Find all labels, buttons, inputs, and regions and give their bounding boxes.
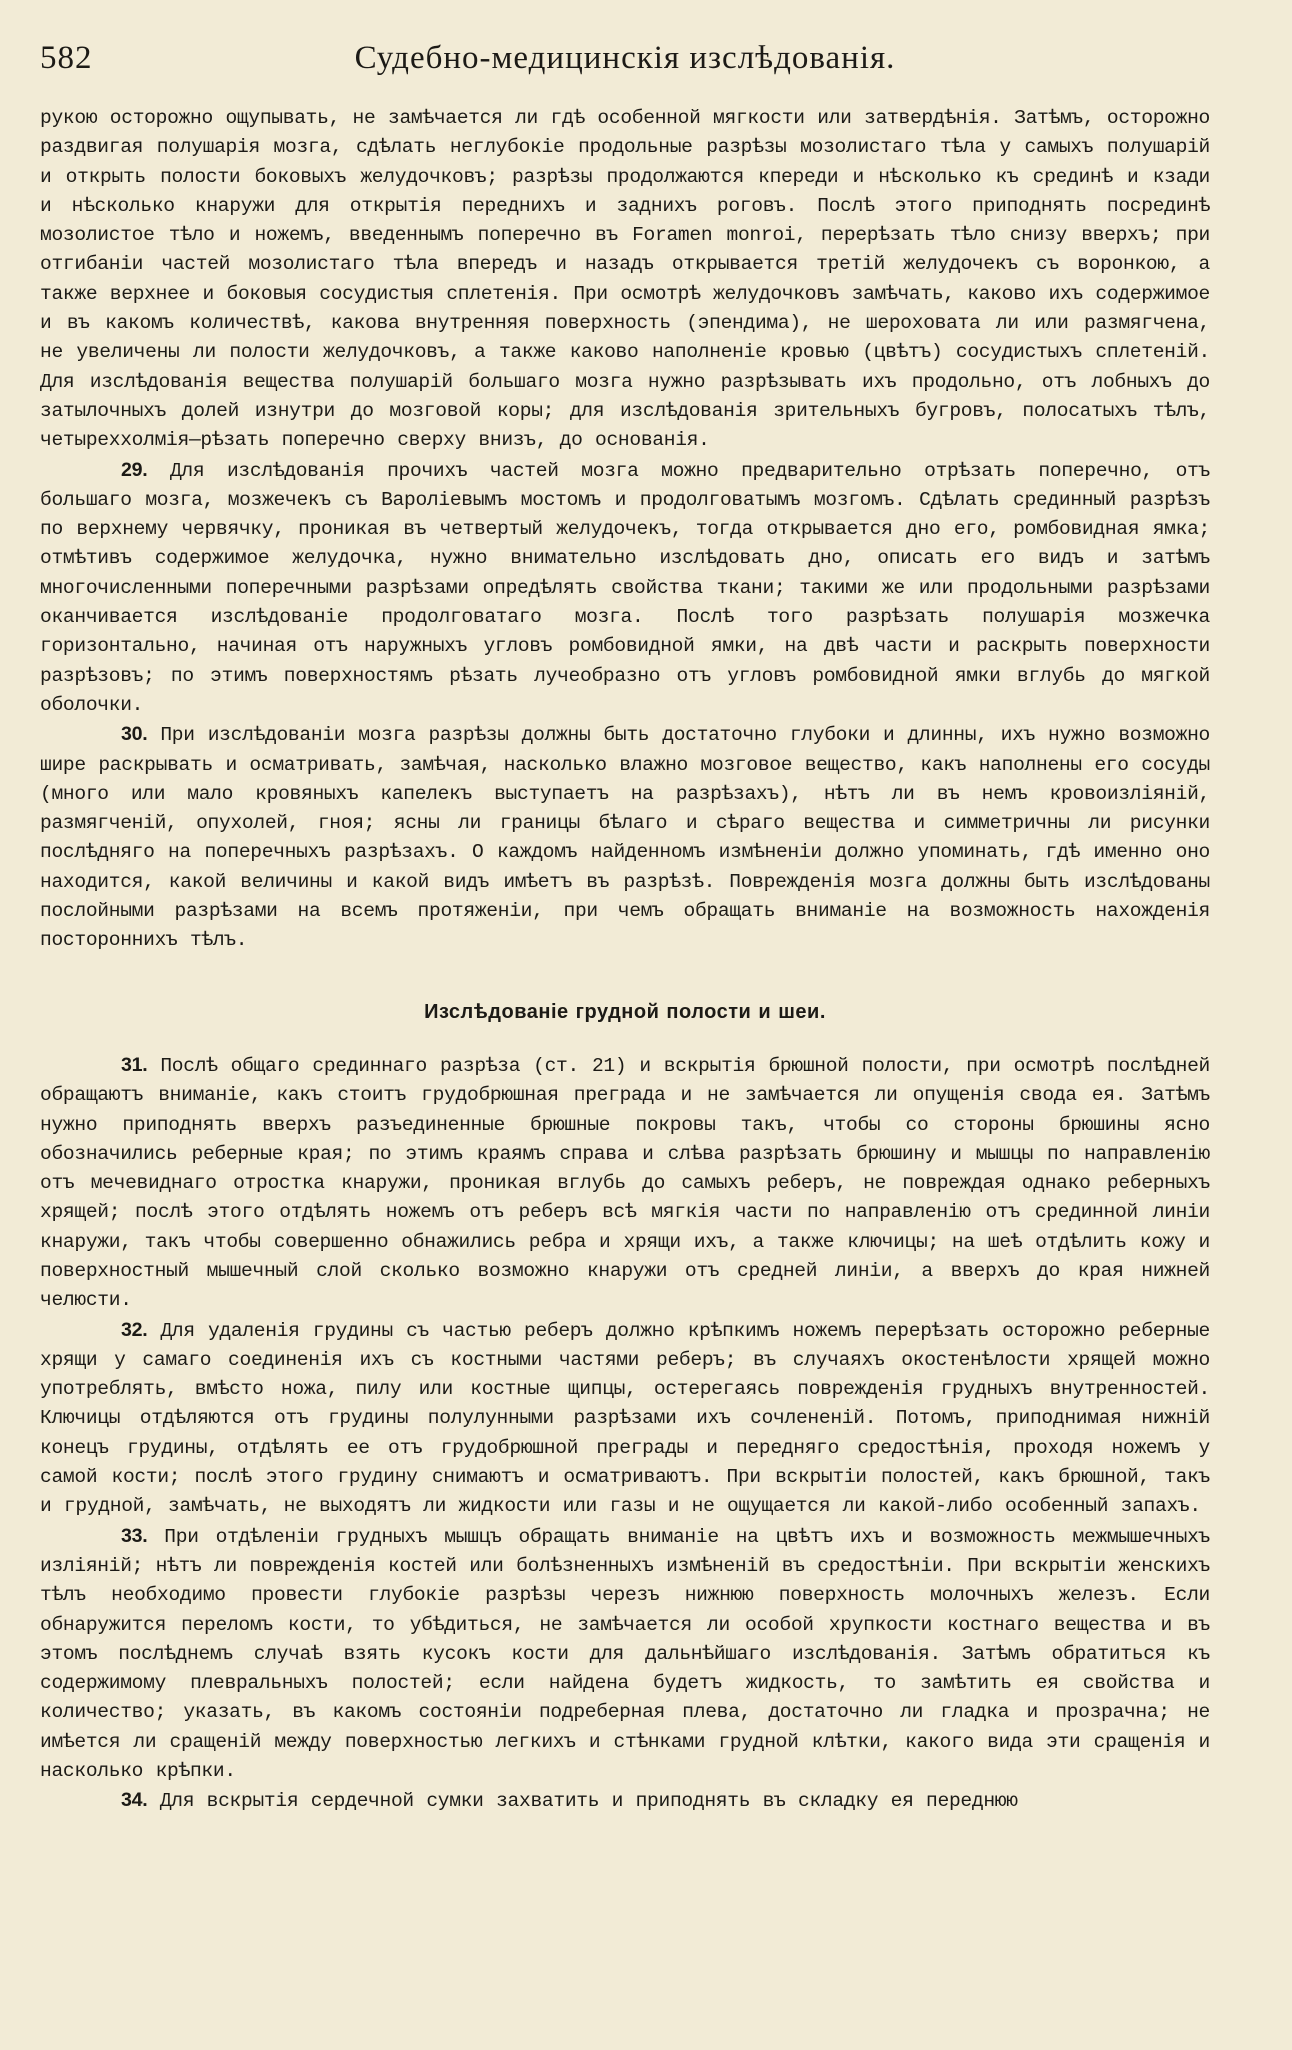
running-title: Судебно-медицинскія изслѣдованія. bbox=[354, 40, 896, 76]
paragraph-number: 29. bbox=[121, 458, 148, 481]
paragraph-number: 31. bbox=[121, 1053, 148, 1076]
paragraph-31 bbox=[40, 1051, 1210, 1316]
page-number: 582 bbox=[40, 40, 93, 76]
paragraph-32 bbox=[40, 1316, 1210, 1522]
paragraph-34 bbox=[40, 1786, 1210, 1816]
paragraph-number: 32. bbox=[121, 1318, 148, 1341]
paragraph-29 bbox=[40, 456, 1210, 721]
page-header bbox=[40, 30, 1210, 90]
paragraph-text: Послѣ общаго срединнаго разрѣза (ст. 21) и вскрытія брюшной полости, при осмотрѣ послѣдней обращаютъ вниманіе, какъ стоитъ грудобрюшная преграда и не замѣчается ли опущенія свода ея. Затѣмъ нужно приподнять вверхъ разъединенные брюшные покровы такъ, чтобы со стороны брюшины ясно обозначились реберные края; по этимъ краямъ справа и слѣва разрѣзать брюшину и мышцы по направленію отъ мечевиднаго отростка кнаружи, проникая вглубь до самыхъ реберъ, не повреждая однако реберныхъ хрящей; послѣ этого отдѣлять ножемъ отъ реберъ всѣ мягкія части по направленію отъ срединной линіи кнаружи, такъ чтобы совершенно обнажились ребра и хрящи ихъ, а также ключицы; на шеѣ отдѣлить кожу и поверхностный мышечный слой сколько возможно кнаружи отъ средней линіи, а вверхъ до края нижней челюсти. bbox=[40, 1054, 1210, 1312]
paragraph-text: Для изслѣдованія прочихъ частей мозга можно предварительно отрѣзать поперечно, отъ большаго мозга, мозжечекъ съ Варолiевымъ мостомъ и продолговатымъ мозгомъ. Сдѣлать срединный разрѣзъ по верхнему червячку, проникая въ четвертый желудочекъ, тогда открывается дно его, ромбовидная ямка; отмѣтивъ содержимое желудочка, нужно внимательно изслѣдовать дно, описать его видъ и затѣмъ многочисленными поперечными разрѣзами опредѣлять свойства ткани; такими же или продольными разрѣзами оканчивается изслѣдованіе продолговатаго мозга. Послѣ того разрѣзать полушарія мозжечка горизонтально, начиная отъ наружныхъ угловъ ромбовидной ямки, на двѣ части и раскрыть поверхности разрѣзовъ; по этимъ поверхностямъ рѣзать лучеобразно отъ угловъ ромбовидной ямки вглубь до мягкой оболочки. bbox=[40, 459, 1210, 716]
paragraph-text: При отдѣленіи грудныхъ мышцъ обращать вниманіе на цвѣтъ ихъ и возможность межмышечныхъ изліяній; нѣтъ ли поврежденія костей или болѣзненныхъ измѣненій въ средостѣніи. При вскрытіи женскихъ тѣлъ необходимо провести глубокіе разрѣзы черезъ нижнюю поверхность молочныхъ железъ. Если обнаружится переломъ кости, то убѣдиться, не замѣчается ли особой хрупкости костнаго вещества и въ этомъ послѣднемъ случаѣ взять кусокъ кости для дальнѣйшаго изслѣдованія. Затѣмъ обратиться къ содержимому плевральныхъ полостей; если найдена будетъ жидкость, то замѣтить ея свойства и количество; указать, въ какомъ состояніи подреберная плевa, достаточно ли гладка и прозрачна; не имѣется ли сращеній между поверхностью легкихъ и стѣнками грудной клѣтки, какого вида эти сращенія и насколько крѣпки. bbox=[40, 1525, 1210, 1783]
paragraph-33 bbox=[40, 1522, 1210, 1787]
page-body bbox=[40, 104, 1210, 1817]
paragraph-text: Для вскрытія сердечной сумки захватить и приподнять въ складку ея переднюю bbox=[159, 1790, 1018, 1813]
paragraph-text: рукою осторожно ощупывать, не замѣчается ли гдѣ особенной мягкости или затвердѣнія. Затѣмъ, осторожно раздвигая полушарія мозга, сдѣлать неглубокіе продольные разрѣзы мозолистаго тѣла у самыхъ полушарій и открыть полости боковыхъ желудочковъ; разрѣзы продолжаются кпереди и нѣсколько къ срединѣ и кзади и нѣсколько кнаружи для открытія переднихъ и заднихъ роговъ. Послѣ этого приподнять посрединѣ мозолистое тѣло и ножемъ, введеннымъ поперечно въ Foramen monroi, перерѣзать тѣло снизу вверхъ; при отгибаніи частей мозолистаго тѣла впередъ и назадъ открывается третій желудочекъ съ воронкою, а также верхнее и боковыя сосудистыя сплетенія. При осмотрѣ желудочковъ замѣчать, каково ихъ содержимое и въ какомъ количествѣ, какова внутренняя поверхность (эпендима), не шероховата ли или размягчена, не увеличены ли полости желудочковъ, а также каково наполненіе кровью (цвѣтъ) сосудистыхъ сплетеній. Для изслѣдованія вещества полушарій большаго мозга нужно разрѣзывать ихъ продольно, отъ лобныхъ до затылочныхъ долей изнутри до мозговой коры; для изслѣдованія зрительныхъ бугровъ, полосатыхъ тѣлъ, четыреххолмія—рѣзать поперечно сверху внизъ, до основанія. bbox=[40, 107, 1210, 452]
paragraph-number: 30. bbox=[121, 723, 148, 746]
paragraph-number: 33. bbox=[121, 1524, 148, 1547]
section-heading: Изслѣдованіе грудной полости и шеи. bbox=[424, 1000, 826, 1023]
paragraph-text: Для удаленія грудины съ частью реберъ должно крѣпкимъ ножемъ перерѣзать осторожно реберные хрящи у самаго соединенія ихъ съ костными частями реберъ; въ случаяхъ окостенѣлости хрящей можно употреблять, вмѣсто ножа, пилу или костные щипцы, остерегаясь поврежденія грудныхъ внутренностей. Ключицы отдѣляются отъ грудины полулунными разрѣзами ихъ сочлененій. Потомъ, приподнимая нижній конецъ грудины, отдѣлять ее отъ грудобрюшной преграды и передняго средостѣнія, проходя ножемъ у самой кости; послѣ этого грудину снимаютъ и осматриваютъ. При вскрытіи полостей, какъ брюшной, такъ и грудной, замѣчать, не выходятъ ли жидкости или газы и не ощущается ли какой-либо особенный запахъ. bbox=[40, 1319, 1210, 1518]
book-page bbox=[40, 30, 1210, 1817]
paragraph-continued bbox=[40, 104, 1210, 456]
paragraph-30 bbox=[40, 720, 1210, 955]
paragraph-number: 34. bbox=[121, 1789, 148, 1812]
paragraph-text: При изслѣдованіи мозга разрѣзы должны быть достаточно глубоки и длинны, ихъ нужно возможно шире раскрывать и осматривать, замѣчая, насколько влажно мозговое вещество, какъ наполнены его сосуды (много или мало кровяныхъ капелекъ выступаетъ на разрѣзахъ), нѣтъ ли въ немъ кровоизліяній, размягченій, опухолей, гноя; ясны ли границы бѣлаго и сѣраго вещества и симметричны ли рисунки послѣдняго на поперечныхъ разрѣзахъ. О каждомъ найденномъ измѣненіи должно упоминать, гдѣ именно оно находится, какой величины и какой видъ имѣетъ въ разрѣзѣ. Поврежденія мозга должны быть изслѣдованы послойными разрѣзами на всемъ протяженіи, при чемъ обращать вниманіе на возможность нахожденія постороннихъ тѣлъ. bbox=[40, 724, 1210, 952]
